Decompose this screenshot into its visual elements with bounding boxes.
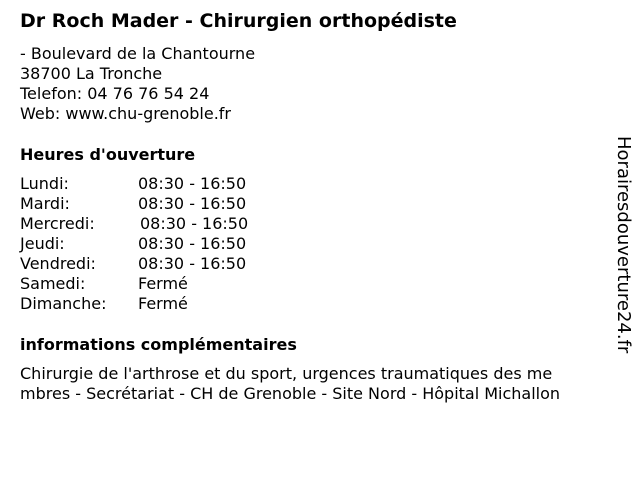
hours-time: 08:30 - 16:50 (140, 214, 249, 233)
hours-time: 08:30 - 16:50 (138, 174, 247, 193)
page-title: Dr Roch Mader - Chirurgien orthopédiste (20, 10, 457, 32)
hours-day: Jeudi: (20, 234, 65, 253)
address-web: Web: www.chu-grenoble.fr (20, 104, 231, 123)
info-text-line-1: Chirurgie de l'arthrose et du sport, urgences traumatiques des me (20, 364, 553, 383)
hours-row-tuesday (20, 194, 320, 214)
hours-day: Lundi: (20, 174, 69, 193)
hours-row-monday (20, 174, 320, 194)
watermark-text: Horairesdouverture24.fr (613, 136, 634, 354)
hours-time: Fermé (138, 274, 188, 293)
info-text (20, 364, 620, 404)
hours-row-thursday (20, 234, 320, 254)
hours-row-friday (20, 254, 320, 274)
hours-time: 08:30 - 16:50 (138, 194, 247, 213)
hours-day: Vendredi: (20, 254, 96, 273)
hours-row-wednesday (20, 214, 320, 234)
hours-time: 08:30 - 16:50 (138, 254, 247, 273)
hours-day: Samedi: (20, 274, 86, 293)
hours-row-saturday (20, 274, 320, 294)
hours-day: Dimanche: (20, 294, 107, 313)
address-phone: Telefon: 04 76 76 54 24 (20, 84, 210, 103)
address-street: - Boulevard de la Chantourne (20, 44, 256, 63)
hours-row-sunday (20, 294, 320, 314)
hours-heading: Heures d'ouverture (20, 145, 196, 164)
hours-time: Fermé (138, 294, 188, 313)
hours-day: Mardi: (20, 194, 70, 213)
info-heading: informations complémentaires (20, 335, 297, 354)
info-text-line-2: mbres - Secrétariat - CH de Grenoble - Site Nord - Hôpital Michallon (20, 384, 561, 403)
hours-day: Mercredi: (20, 214, 95, 233)
hours-time: 08:30 - 16:50 (138, 234, 247, 253)
address-city: 38700 La Tronche (20, 64, 163, 83)
